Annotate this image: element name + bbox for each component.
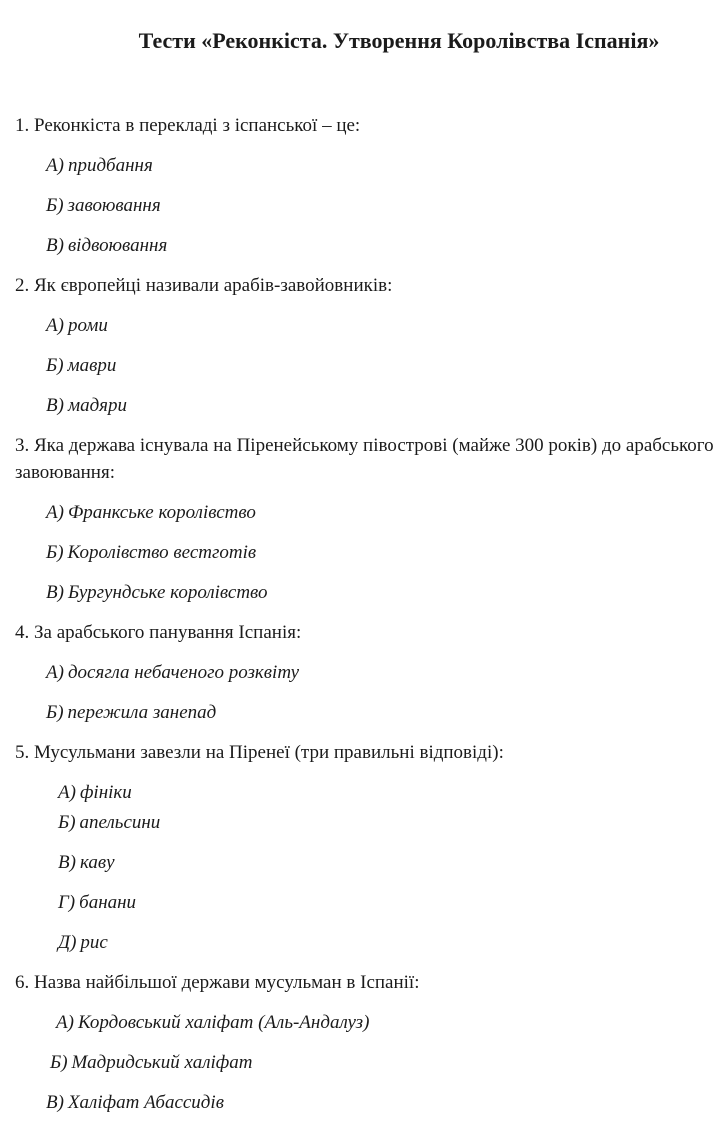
option-text: Франкське королівство (67, 502, 256, 523)
question-number: 2. (15, 275, 30, 296)
option-letter: А) (46, 155, 64, 176)
question-label: Як європейці називали арабів-завойовників: (34, 275, 393, 296)
question-label: Реконкіста в перекладі з іспанської – це: (34, 115, 361, 136)
page-title: Тести «Реконкіста. Утворення Королівства Іспанія» (138, 28, 660, 53)
option-letter: А) (46, 662, 64, 683)
answer-option (0, 152, 720, 179)
option-letter: А) (56, 1012, 74, 1033)
option-letter: В) (46, 395, 64, 416)
question-label: Яка держава існувала на Піренейському півострові (майже 300 років) до арабського завоювання: (15, 435, 714, 483)
option-text: фініки (79, 782, 132, 803)
option-text: Халіфат Абассидів (67, 1092, 224, 1113)
option-letter: Б) (46, 702, 64, 723)
option-text: мадяри (67, 395, 128, 416)
answer-option (0, 849, 720, 876)
question-label: Мусульмани завезли на Піренеї (три правильні відповіді): (34, 742, 504, 763)
answer-option (0, 192, 720, 219)
option-text: апельсини (79, 812, 161, 833)
option-letter: Б) (58, 812, 76, 833)
answer-option (0, 889, 720, 916)
option-text: придбання (67, 155, 153, 176)
answer-option (0, 392, 720, 419)
question-label: Назва найбільшої держави мусульман в Іспанії: (34, 972, 420, 993)
question-text (0, 739, 720, 766)
question-number: 1. (15, 115, 30, 136)
answer-option (0, 352, 720, 379)
option-letter: Г) (58, 892, 76, 913)
question-text (0, 969, 720, 996)
answer-option (0, 499, 720, 526)
option-text: Мадридський халіфат (71, 1052, 253, 1073)
question-number: 4. (15, 622, 30, 643)
option-text: завоювання (67, 195, 161, 216)
option-text: Королівство вестготів (67, 542, 257, 563)
option-letter: В) (58, 852, 76, 873)
question-text (0, 112, 720, 139)
answer-option (0, 809, 720, 836)
option-text: Бургундське королівство (67, 582, 268, 603)
question-number: 3. (15, 435, 30, 456)
question-text (0, 619, 720, 646)
question-block-2 (0, 272, 720, 419)
option-text: пережила занепад (67, 702, 217, 723)
option-text: маври (67, 355, 117, 376)
question-block-3 (0, 432, 720, 606)
option-text: рис (80, 932, 108, 953)
option-letter: Б) (50, 1052, 68, 1073)
option-text: Кордовський халіфат (Аль-Андалуз) (77, 1012, 370, 1033)
option-text: каву (79, 852, 115, 873)
option-letter: В) (46, 1092, 64, 1113)
answer-option (0, 699, 720, 726)
option-letter: Б) (46, 355, 64, 376)
answer-option (0, 929, 720, 956)
option-letter: А) (46, 502, 64, 523)
option-letter: Б) (46, 542, 64, 563)
question-label: За арабського панування Іспанія: (34, 622, 302, 643)
answer-option (0, 312, 720, 339)
question-block-4 (0, 619, 720, 726)
question-number: 6. (15, 972, 30, 993)
question-block-5 (0, 739, 720, 956)
option-letter: А) (46, 315, 64, 336)
option-letter: Б) (46, 195, 64, 216)
question-block-6 (0, 969, 720, 1116)
answer-option (0, 232, 720, 259)
question-number: 5. (15, 742, 30, 763)
answer-option (0, 1089, 720, 1116)
question-block-1 (0, 112, 720, 259)
answer-option (0, 1049, 720, 1076)
option-text: роми (67, 315, 108, 336)
answer-option (0, 1009, 720, 1036)
answer-option (0, 539, 720, 566)
option-letter: В) (46, 582, 64, 603)
option-text: відвоювання (67, 235, 168, 256)
option-letter: Д) (58, 932, 77, 953)
option-letter: В) (46, 235, 64, 256)
option-text: банани (79, 892, 137, 913)
answer-option (0, 579, 720, 606)
option-text: досягла небаченого розквіту (67, 662, 299, 683)
question-text (0, 272, 720, 299)
answer-option (0, 779, 720, 806)
option-letter: А) (58, 782, 76, 803)
question-text (0, 432, 720, 486)
answer-option (0, 659, 720, 686)
